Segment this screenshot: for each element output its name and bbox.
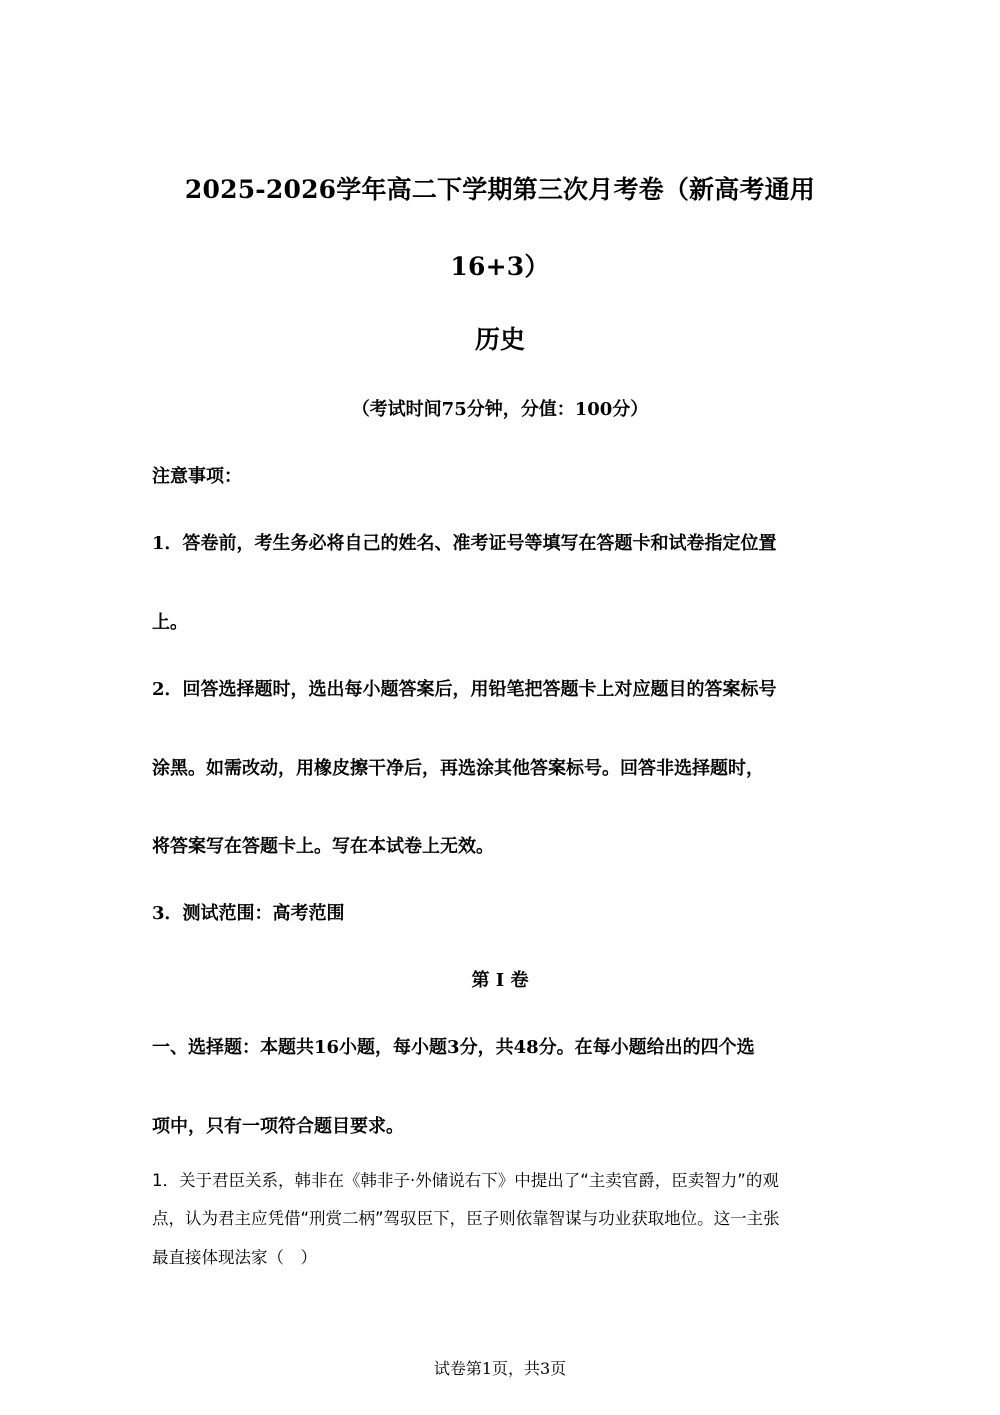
notice-heading: 注意事项： — [152, 466, 242, 487]
section-heading-line-1: 一、选择题：本题共16小题，每小题3分，共48分。在每小题给出的四个选 — [152, 1037, 755, 1058]
subject-title: 历史 — [474, 325, 525, 354]
exam-title-line2: 16+3） — [450, 252, 550, 281]
section-heading-line-2: 项中，只有一项符合题目要求。 — [152, 1116, 404, 1137]
notice-item-2-line-2: 涂黑。如需改动，用橡皮擦干净后，再选涂其他答案标号。回答非选择题时， — [152, 758, 764, 779]
question-1-line-3: 最直接体现法家（ ） — [152, 1248, 317, 1267]
question-1-line-2: 点，认为君主应凭借“刑赏二柄”驾驭臣下，臣子则依靠智谋与功业获取地位。这一主张 — [152, 1209, 780, 1228]
notice-item-3: 3．测试范围：高考范围 — [152, 903, 345, 924]
notice-item-1-line-1: 1．答卷前，考生务必将自己的姓名、准考证号等填写在答题卡和试卷指定位置 — [152, 533, 777, 554]
notice-item-2-line-1: 2．回答选择题时，选出每小题答案后，用铅笔把答题卡上对应题目的答案标号 — [152, 679, 777, 700]
exam-info: （考试时间75分钟，分值：100分） — [351, 399, 649, 420]
exam-title-line1: 2025-2026学年高二下学期第三次月考卷（新高考通用 — [184, 175, 816, 204]
notice-item-1-line-2: 上。 — [152, 612, 188, 633]
part-title: 第 I 卷 — [471, 970, 529, 991]
question-1-line-1: 1．关于君臣关系，韩非在《韩非子·外储说右下》中提出了“主卖官爵，臣卖智力”的观 — [152, 1171, 779, 1190]
notice-item-2-line-3: 将答案写在答题卡上。写在本试卷上无效。 — [152, 836, 494, 857]
page-footer: 试卷第1页，共3页 — [433, 1359, 567, 1378]
